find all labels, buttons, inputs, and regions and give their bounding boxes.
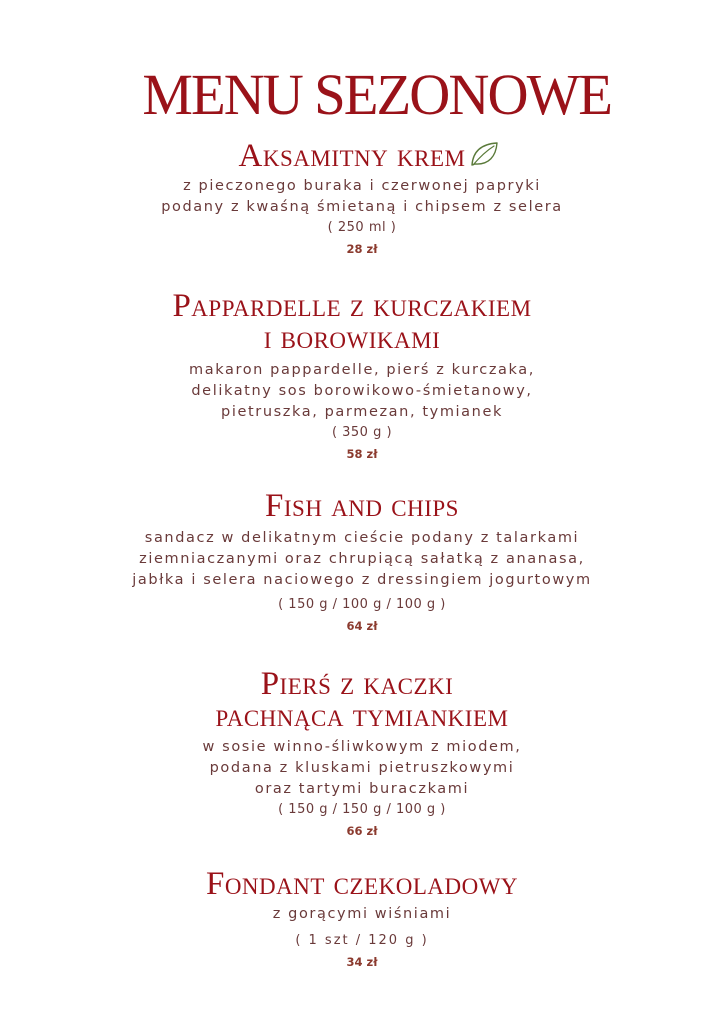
description-line: podany z kwaśną śmietaną i chipsem z selera — [161, 199, 563, 215]
dish-name-line: Aksamitny krem — [238, 138, 466, 174]
description-line: makaron pappardelle, pierś z kurczaka, — [189, 362, 535, 378]
dish-price: 34 zł — [346, 955, 378, 969]
dish-name-line: Fish and chips — [265, 488, 459, 524]
dish-name-line: Pierś z kaczki — [260, 666, 454, 702]
dish-price: 64 zł — [346, 619, 378, 633]
dish-description — [0, 904, 724, 925]
description-line: w sosie winno-śliwkowym z miodem, — [202, 739, 522, 755]
dish-name — [0, 490, 724, 522]
dish-portion: ( 1 szt / 120 g ) — [295, 933, 429, 948]
dish-description — [0, 360, 724, 423]
description-line: z gorącymi wiśniami — [272, 906, 452, 922]
dish-price: 28 zł — [346, 242, 378, 256]
dish-name-line: Pappardelle z kurczakiem — [172, 288, 532, 324]
dish-name — [0, 668, 724, 732]
dish-name-line: pachnąca tymiankiem — [215, 698, 509, 734]
description-line: delikatny sos borowikowo-śmietanowy, — [191, 383, 533, 399]
dish-name-line: i borowikami — [263, 320, 441, 356]
dish-item-kaczka — [0, 668, 724, 842]
dish-price: 66 zł — [346, 824, 378, 838]
dish-description — [0, 737, 724, 800]
menu-title: MENU SEZONOWE — [142, 62, 612, 127]
dish-description — [0, 176, 724, 218]
dish-name — [0, 140, 724, 172]
dish-price: 58 zł — [346, 447, 378, 461]
leaf-icon — [469, 140, 499, 168]
description-line: z pieczonego buraka i czerwonej papryki — [183, 178, 541, 194]
description-line: jabłka i selera naciowego z dressingiem jogurtowym — [132, 572, 592, 588]
description-line: podana z kluskami pietruszkowymi — [209, 760, 515, 776]
dish-portion: ( 350 g ) — [331, 425, 393, 440]
dish-description — [0, 528, 724, 591]
description-line: sandacz w delikatnym cieście podany z talarkami — [144, 530, 580, 546]
dish-portion: ( 150 g / 150 g / 100 g ) — [278, 802, 446, 817]
description-line: oraz tartymi buraczkami — [254, 781, 470, 797]
description-line: pietruszka, parmezan, tymianek — [221, 404, 503, 420]
dish-name-line: Fondant czekoladowy — [205, 866, 519, 902]
dish-item-krem — [0, 140, 724, 260]
dish-item-fish-and-chips — [0, 490, 724, 637]
dish-name — [0, 290, 724, 354]
description-line: ziemniaczanymi oraz chrupiącą sałatką z ananasa, — [139, 551, 585, 567]
dish-portion: ( 150 g / 100 g / 100 g ) — [278, 597, 446, 612]
dish-portion: ( 250 ml ) — [327, 220, 397, 235]
dish-name — [0, 868, 724, 900]
dish-item-pappardelle — [0, 290, 724, 465]
dish-item-fondant — [0, 868, 724, 973]
